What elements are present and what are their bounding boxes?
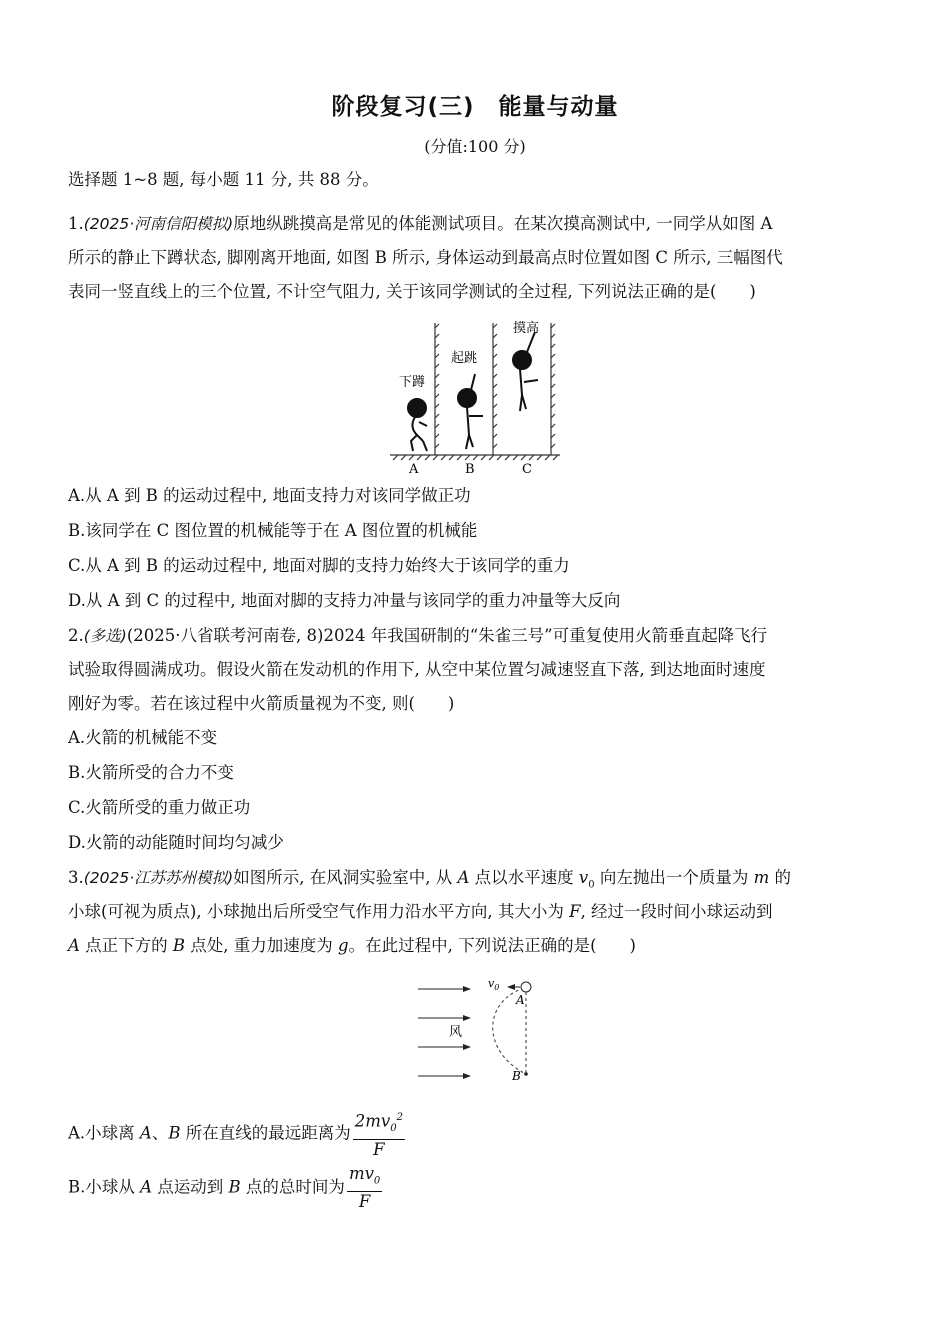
q3-opt-b-denominator: F [358, 1192, 371, 1212]
q1-stem-line-1 [68, 207, 883, 241]
q3-point-b: B [172, 936, 186, 955]
q1-option-d: D.从 A 到 C 的过程中, 地面对脚的支持力冲量与该同学的重力冲量等大反向 [68, 591, 621, 610]
q3-stem-1d: 的 [769, 868, 791, 887]
q3-mass: m [753, 868, 770, 887]
q2-source-2: (2025·八省联考河南卷, 8) [126, 626, 324, 645]
q3-stem-2b: , 经过一段时间小球运动到 [580, 902, 773, 921]
q3-stem-3a: 点正下方的 [79, 936, 173, 955]
q1-stem-line-3: 表同一竖直线上的三个位置, 不计空气阻力, 关于该同学测试的全过程, 下列说法正确的是( ) [68, 282, 756, 301]
q3-source: (2025·江苏苏州模拟) [83, 869, 234, 887]
q3-opt-a-numerator: $2mv_0^2$ [353, 1108, 405, 1140]
q3-point-a: A [457, 868, 470, 887]
figure-a-person [408, 399, 427, 451]
q3-point-a-2: A [68, 936, 80, 955]
q3-stem-3c: 。在此过程中, 下列说法正确的是( ) [348, 936, 636, 955]
wind-label: 风 [449, 1025, 463, 1040]
q3-opt-a-fraction [353, 1108, 405, 1160]
q3-opt-a-mid: 、 [151, 1123, 169, 1143]
q2-stem-line-3: 刚好为零。若在该过程中火箭质量视为不变, 则( ) [68, 694, 455, 713]
label-b: B [465, 462, 475, 477]
q3-stem-1a: 如图所示, 在风洞实验室中, 从 [233, 868, 458, 887]
q2-stem-1: 2024 年我国研制的“朱雀三号”可重复使用火箭垂直起降飞行 [323, 626, 768, 645]
q1-number: 1. [68, 214, 84, 233]
q3-stem-line-3 [68, 929, 883, 963]
q3-option-b [68, 1164, 883, 1212]
figure-c-person [513, 332, 538, 411]
label-squat: 下蹲 [399, 375, 426, 390]
q1-figure [385, 318, 565, 478]
q1-stem-1: 原地纵跳摸高是常见的体能测试项目。在某次摸高测试中, 一同学从如图 A [233, 214, 773, 233]
score-note: (分值:100 分) [424, 137, 526, 156]
q3-stem-2a: 小球(可视为质点), 小球抛出后所受空气作用力沿水平方向, 其大小为 [68, 902, 570, 921]
instructions: 选择题 1~8 题, 每小题 11 分, 共 88 分。 [68, 170, 379, 189]
q2-option-a: A.火箭的机械能不变 [68, 728, 218, 747]
point-b-dot [524, 1072, 528, 1076]
q3-stem-line-2 [68, 895, 883, 929]
q1-option-c: C.从 A 到 B 的运动过程中, 地面对脚的支持力始终大于该同学的重力 [68, 556, 570, 575]
q2-stem-line-2: 试验取得圆满成功。假设火箭在发动机的作用下, 从空中某位置匀减速竖直下落, 到达地面时速度 [68, 660, 766, 679]
q3-opt-a-denominator: F [373, 1139, 385, 1159]
q1-option-a: A.从 A 到 B 的运动过程中, 地面支持力对该同学做正功 [68, 486, 471, 505]
q3-wind-tunnel-figure [412, 972, 542, 1092]
q2-option-c: C.火箭所受的重力做正功 [68, 798, 251, 817]
label-a: A [409, 462, 419, 477]
q2-number: 2. [68, 626, 84, 645]
label-point-a: A [516, 993, 525, 1007]
q3-opt-b-pre: B.小球从 [68, 1177, 141, 1197]
label-jump: 起跳 [451, 351, 478, 366]
label-point-b: B [512, 1069, 521, 1083]
q3-stem-1c: 向左抛出一个质量为 [594, 868, 754, 887]
q3-opt-b-point-a: A [140, 1177, 153, 1197]
label-touch: 摸高 [513, 321, 540, 336]
q2-option-b: B.火箭所受的合力不变 [68, 763, 234, 782]
q2-stem-line-1 [68, 619, 883, 653]
q1-stem-line-2: 所示的静止下蹲状态, 脚刚离开地面, 如图 B 所示, 身体运动到最高点时位置如图 C 所示, 三幅图代 [68, 248, 783, 267]
q3-opt-a-pre: A.小球离 [68, 1123, 140, 1143]
label-v0: $v_0$ [488, 977, 500, 992]
q3-force: F [569, 902, 581, 921]
figure-b-person [458, 374, 483, 449]
q3-opt-b-post: 点的总时间为 [240, 1177, 345, 1197]
q3-opt-b-numerator: $mv_0$ [347, 1164, 382, 1192]
q3-v0: v [578, 868, 589, 887]
ball [521, 982, 531, 992]
q3-opt-b-point-b: B [228, 1177, 241, 1197]
q2-option-d: D.火箭的动能随时间均匀减少 [68, 833, 284, 852]
label-c: C [522, 462, 532, 477]
q3-opt-a-point-b: B [168, 1123, 181, 1143]
q3-gravity: g [338, 936, 349, 955]
page-title: 阶段复习(三) 能量与动量 [331, 94, 619, 120]
q3-number: 3. [68, 868, 84, 887]
q3-opt-b-fraction [347, 1164, 382, 1212]
q3-opt-b-mid: 点运动到 [152, 1177, 229, 1197]
q3-stem-1b: 点以水平速度 [469, 868, 579, 887]
q1-source: (2025·河南信阳模拟) [83, 215, 234, 233]
q3-opt-a-post: 所在直线的最远距离为 [180, 1123, 351, 1143]
q3-option-a [68, 1108, 883, 1160]
q1-option-b: B.该同学在 C 图位置的机械能等于在 A 图位置的机械能 [68, 521, 478, 540]
q2-source: (多选) [83, 627, 127, 645]
q3-stem-3b: 点处, 重力加速度为 [185, 936, 339, 955]
q3-v0-sub: 0 [588, 879, 595, 891]
q3-opt-a-point-a: A [139, 1123, 152, 1143]
